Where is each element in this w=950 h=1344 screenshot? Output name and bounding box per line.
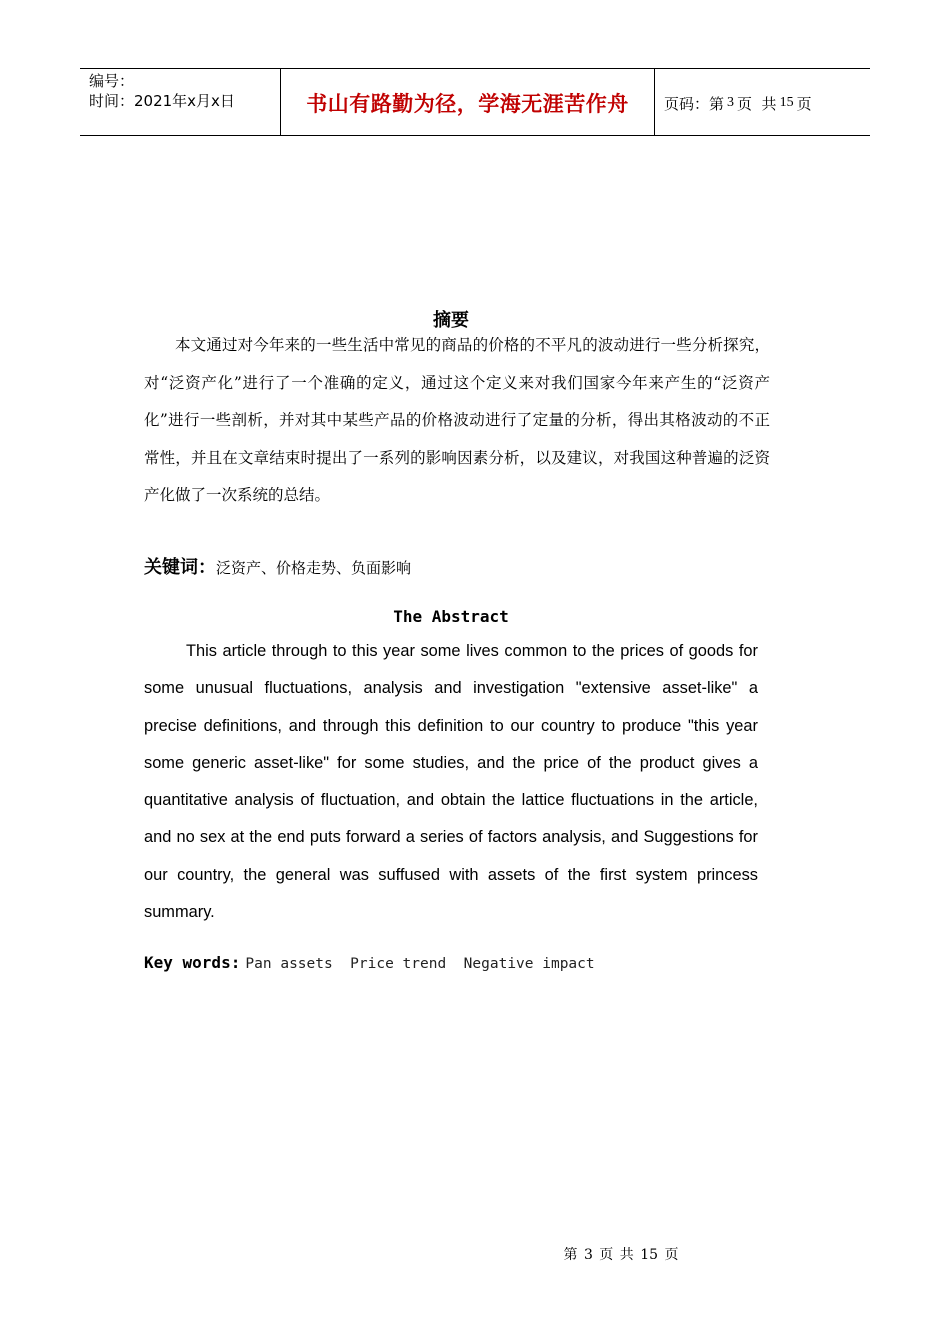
header-page-middle: 页 共 (737, 94, 777, 113)
header-motto: 书山有路勤为径，学海无涯苦作舟 (306, 92, 629, 116)
page-footer: 第 3 页 共 15 页 (563, 1247, 679, 1263)
cn-abstract-title: 摘要 (433, 310, 469, 331)
header-page-total: 15 (779, 95, 794, 110)
header-motto-cell (281, 69, 655, 135)
header-page-suffix: 页 (796, 94, 812, 113)
cn-keywords-value: 泛资产、价格走势、负面影响 (216, 559, 412, 577)
document-number-label: 编号： (89, 72, 135, 90)
en-keywords (144, 950, 764, 977)
cn-keywords-label: 关键词： (144, 557, 216, 578)
en-abstract-title: The Abstract (393, 607, 509, 626)
en-keywords-label: Key words: (144, 953, 241, 972)
cn-keywords (144, 553, 764, 583)
header-page-prefix: 页码：第 (664, 94, 725, 113)
header-page-cell (655, 69, 870, 135)
document-date: 时间：2021年x月x日 (89, 92, 235, 110)
header-info-cell (80, 69, 281, 135)
en-abstract-body: This article through to this year some lives common to the prices of goods for some unusual fluctuations, analysis and investigation "extensive asset-like" a precise definitions, and through this definition to our country to produce "this year some generic asset-like" for some studies, and the price of the product gives a quantitative analysis of fluctuation, and obtain the lattice fluctuations in the article, and no sex at the end puts forward a series of factors analysis, and Suggestions for our country, the general was suffused with assets of the first system princess summary. (144, 642, 758, 922)
page-header-table (80, 68, 870, 136)
en-keywords-value: Pan assets Price trend Negative impact (245, 956, 595, 972)
cn-abstract-body: 本文通过对今年来的一些生活中常见的商品的价格的不平凡的波动进行一些分析探究，对“泛资产化”进行了一个准确的定义，通过这个定义来对我们国家今年来产生的“泛资产化”进行一些剖析，并对其中某些产品的价格波动进行了定量的分析，得出其格波动的不正常性，并且在文章结束时提出了一系列的影响因素分析，以及建议，对我国这种普遍的泛资产化做了一次系统的总结。 (144, 336, 770, 504)
header-page-current: 3 (727, 95, 735, 110)
